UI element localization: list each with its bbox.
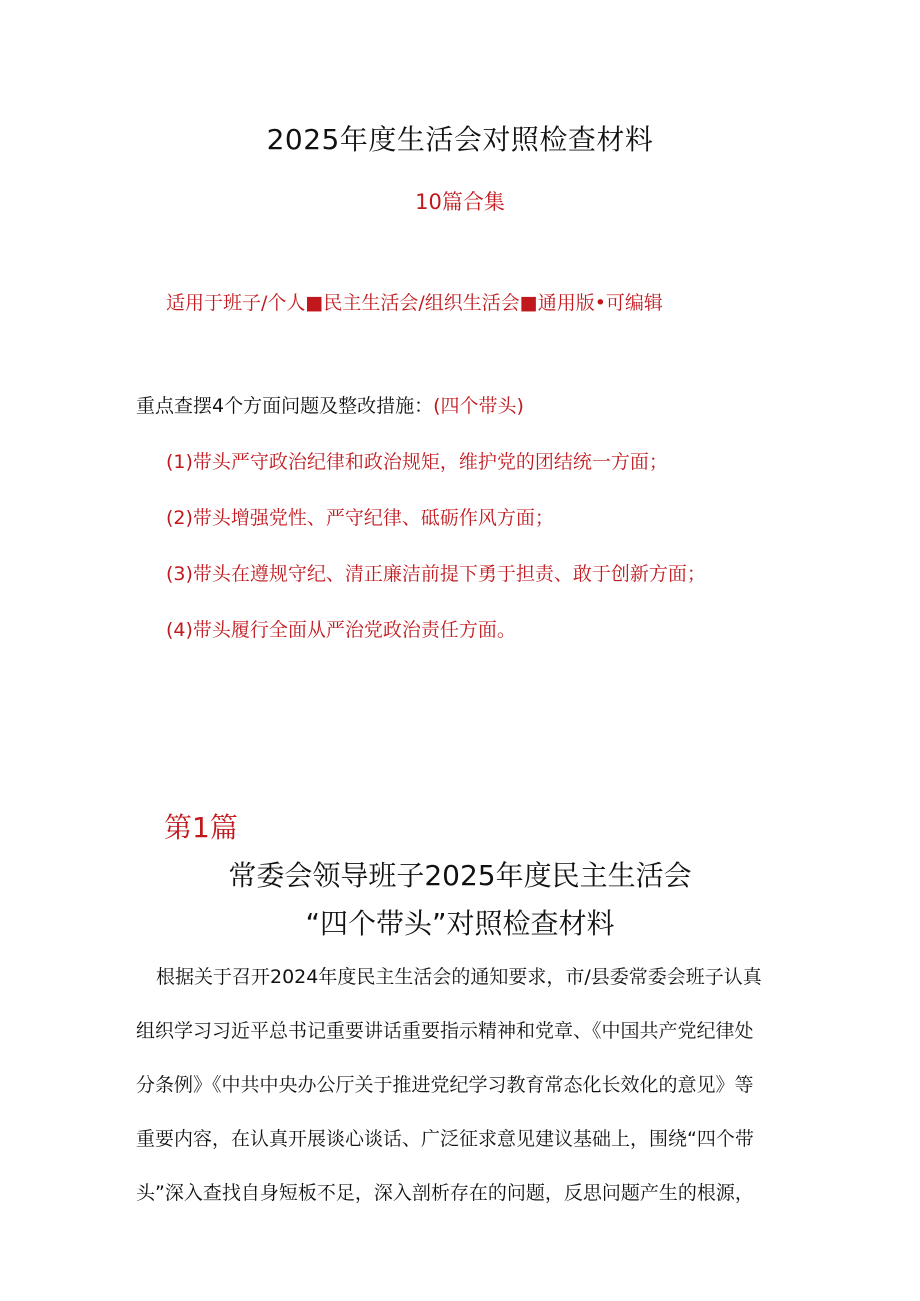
focus-intro-text: 重点查摆4个方面问题及整改措施： [136,395,434,417]
body-paragraph-line: 重要内容，在认真开展谈心谈话、广泛征求意见建议基础上，围绕“四个带 [136,1128,754,1150]
document-subtitle: 10篇合集 [415,190,505,214]
body-paragraph-line: 头”深入查找自身短板不足，深入剖析存在的问题，反思问题产生的根源， [136,1182,754,1204]
body-paragraph-line: 组织学习习近平总书记重要讲话重要指示精神和党章、《中国共产党纪律处 [136,1020,754,1042]
document-title: 2025年度生活会对照检查材料 [266,123,654,156]
chapter-label: 第1篇 [164,811,238,844]
usage-note: 适用于班子/个人■民主生活会/组织生活会■通用版•可编辑 [166,292,663,314]
focus-item: (4)带头履行全面从严治党政治责任方面。 [166,619,516,641]
focus-intro-tag: (四个带头) [433,395,524,417]
focus-item: (2)带头增强党性、严守纪律、砥砺作风方面； [166,507,554,529]
body-paragraph-line: 分条例》《中共中央办公厅关于推进党纪学习教育常态化长效化的意见》等 [136,1074,754,1096]
focus-item: (3)带头在遵规守纪、清正廉洁前提下勇于担责、敢于创新方面； [166,563,706,585]
body-paragraph-line: 根据关于召开2024年度民主生活会的通知要求，市/县委常委会班子认真 [156,966,762,988]
chapter-title-line: 常委会领导班子2025年度民主生活会 [228,859,692,892]
focus-intro [136,391,524,418]
focus-item: (1)带头严守政治纪律和政治规矩，维护党的团结统一方面； [166,451,668,473]
chapter-title-line: “四个带头”对照检查材料 [305,907,615,940]
